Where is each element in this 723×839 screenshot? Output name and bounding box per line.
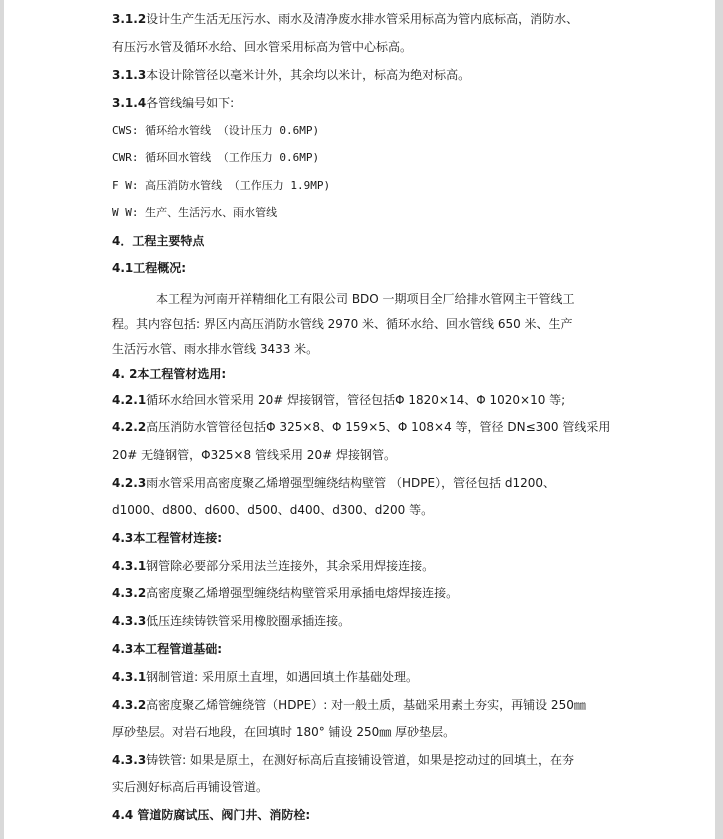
para-4-3-3-b-cont: 实后测好标高后再铺设管道。 bbox=[112, 780, 269, 794]
para-4-3-2-b: 4.3.2高密度聚乙烯管缠绕管（HDPE）: 对一般土质，基础采用素土夯实，再铺设 250㎜ bbox=[112, 698, 586, 712]
overview-line-3: 生活污水管、雨水排水管线 3433 米。 bbox=[112, 342, 319, 356]
para-4-3-3-a: 4.3.3低压连续铸铁管采用橡胶圈承插连接。 bbox=[112, 614, 351, 628]
heading-4: 4．工程主要特点 bbox=[112, 234, 205, 248]
page-edge-right bbox=[715, 0, 723, 839]
para-4-3-2-b-cont: 厚砂垫层。对岩石地段，在回填时 180° 铺设 250㎜ 厚砂垫层。 bbox=[112, 725, 456, 739]
para-4-3-2-a: 4.3.2高密度聚乙烯增强型缠绕结构壁管采用承插电熔焊接连接。 bbox=[112, 586, 459, 600]
para-3-1-2-cont: 有压污水管及循环水给、回水管采用标高为管中心标高。 bbox=[112, 40, 413, 54]
para-4-2-2: 4.2.2高压消防水管管径包括Φ 325×8、Φ 159×5、Φ 108×4 等，管径 DN≤300 管线采用 bbox=[112, 420, 611, 434]
overview-line-1: 本工程为河南开祥精细化工有限公司 BDO 一期项目全厂给排水管网主干管线工 bbox=[156, 292, 575, 306]
para-4-3-3-b: 4.3.3铸铁管: 如果是原土，在测好标高后直接铺设管道，如果是挖动过的回填土，在夯 bbox=[112, 753, 575, 767]
para-4-2-3-cont: d1000、d800、d600、d500、d400、d300、d200 等。 bbox=[112, 503, 434, 517]
pipe-code-fw: F W: 高压消防水管线 （工作压力 1.9MP) bbox=[112, 179, 331, 192]
para-4-2-2-cont: 20# 无缝钢管，Φ325×8 管线采用 20# 焊接钢管。 bbox=[112, 448, 396, 462]
para-3-1-4: 3.1.4各管线编号如下: bbox=[112, 96, 235, 110]
pipe-code-ww: W W: 生产、生活污水、雨水管线 bbox=[112, 206, 278, 219]
page-edge-left bbox=[0, 0, 4, 839]
para-4-2-3: 4.2.3雨水管采用高密度聚乙烯增强型缠绕结构壁管 （HDPE），管径包括 d1200、 bbox=[112, 476, 556, 490]
pipe-code-cwr: CWR: 循环回水管线 （工作压力 0.6MP) bbox=[112, 151, 320, 164]
heading-4-1: 4.1工程概况: bbox=[112, 261, 187, 275]
heading-4-4: 4.4 管道防腐试压、阀门井、消防栓: bbox=[112, 808, 311, 822]
pipe-code-cws: CWS: 循环给水管线 （设计压力 0.6MP) bbox=[112, 124, 320, 137]
heading-4-2: 4. 2本工程管材选用: bbox=[112, 367, 227, 381]
para-4-2-1: 4.2.1循环水给回水管采用 20# 焊接钢管，管径包括Φ 1820×14、Φ 1020×10 等; bbox=[112, 393, 566, 407]
heading-4-3-connection: 4.3本工程管材连接: bbox=[112, 531, 223, 545]
para-4-3-1-b: 4.3.1钢制管道: 采用原土直埋，如遇回填土作基础处理。 bbox=[112, 670, 419, 684]
para-4-3-1-a: 4.3.1钢管除必要部分采用法兰连接外，其余采用焊接连接。 bbox=[112, 559, 435, 573]
overview-line-2: 程。其内容包括: 界区内高压消防水管线 2970 米、循环水给、回水管线 650 米、生产 bbox=[112, 317, 573, 331]
heading-4-3-foundation: 4.3本工程管道基础: bbox=[112, 642, 223, 656]
para-3-1-2: 3.1.2设计生产生活无压污水、雨水及清净废水排水管采用标高为管内底标高，消防水、 bbox=[112, 12, 579, 26]
para-3-1-3: 3.1.3本设计除管径以毫米计外，其余均以米计，标高为绝对标高。 bbox=[112, 68, 471, 82]
